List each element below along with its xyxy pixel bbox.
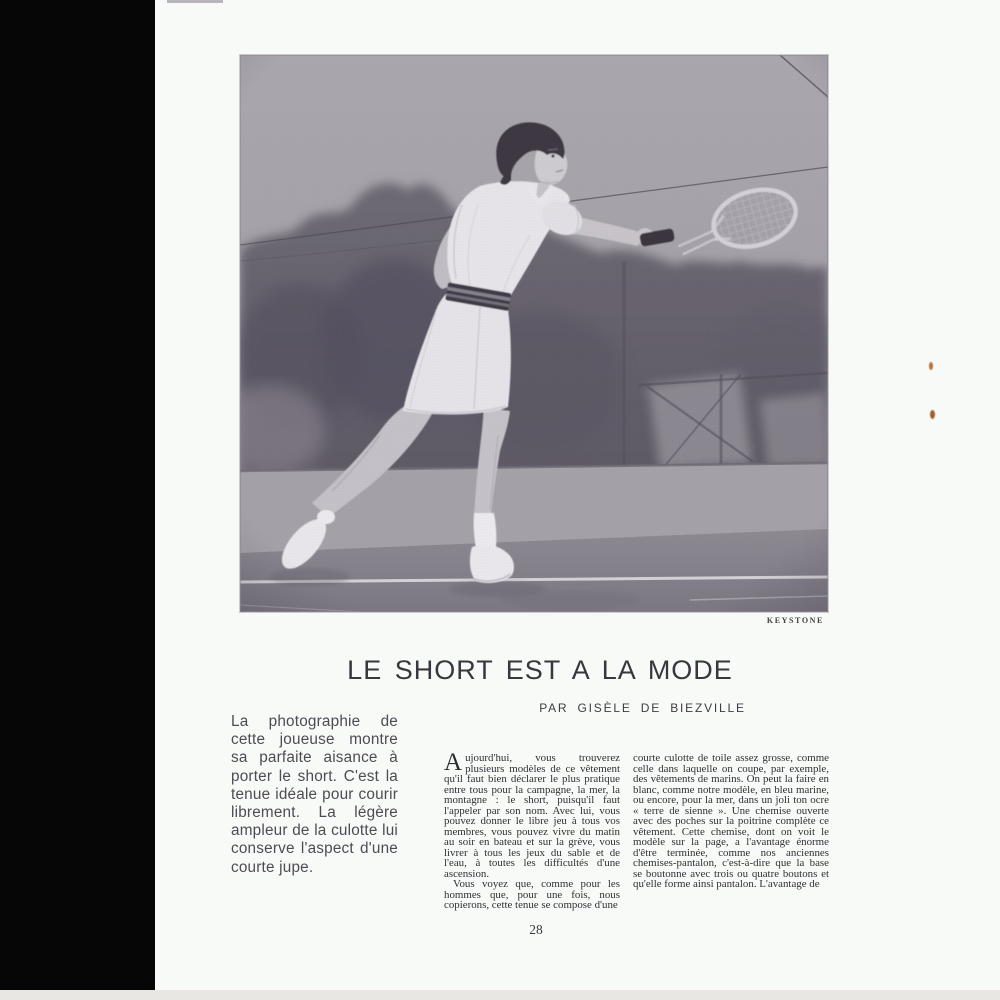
paragraph-1 [444,749,620,880]
photo-credit: KEYSTONE [766,616,824,625]
paragraph-2: Vous voyez que, comme pour les hommes que, pour une fois, nous copierons, cette tenue se compose d'une [444,878,620,911]
photo-frame [240,55,828,612]
caption-text: La photographie de cette joueuse montre sa parfaite aisance à porter le short. C'est la tenue idéale pour courir librement. La légère ampleur de la culotte lui conserve l'aspect d'une courte jupe. [231,713,398,876]
bottom-edge-strip [0,990,1000,1000]
photo-caption [231,713,398,877]
top-edge-mark [167,0,223,3]
page-number: 28 [529,922,543,937]
body-column-2 [633,753,829,890]
tennis-player-photo [240,55,828,612]
vignette-overlay [240,55,828,612]
paragraph-1-text: ujourd'hui, vous trouverez plusieurs modèles de ce vêtement qu'il faut bien déclarer le plus pratique entre tous pour la campagne, la mer, la montagne : le short, puisqu'il faut l'appeler par son nom. Avec lui, vous pouvez donner le libre jeu à tous vos membres, vous pouvez vivre du matin au soir en bateau et sur la grève, vous livrer à tous les jeux du sable et de l'eau, à toutes les difficultés d'une ascension. [444,752,620,880]
drop-cap: A [444,749,463,776]
body-column-1 [444,749,620,911]
article-byline: PAR GISÈLE DE BIEZVILLE [539,701,746,715]
rust-spot-top [929,362,933,370]
paragraph-3: courte culotte de toile assez grosse, comme celle dans laquelle on coupe, par exemple, des vêtements de marins. On peut la faire en blanc, comme notre modèle, en bleu marine, ou encore, pour la mer, dans un joli ton ocre « terre de sienne ». Une chemise ouverte avec des poches sur la poitrine complète ce vêtement. Cette chemise, dont on voit le modèle sur la page, a l'avantage énorme d'être terminée, comme nos anciennes chemises-pantalon, c'est-à-dire que la base se boutonne avec trois ou quatre boutons et qu'elle forme ainsi pantalon. L'avantage de [633,752,829,890]
rust-spot-bottom [930,410,935,419]
article-title: LE SHORT EST A LA MODE [347,655,733,685]
left-black-scan-edge [0,0,155,1000]
